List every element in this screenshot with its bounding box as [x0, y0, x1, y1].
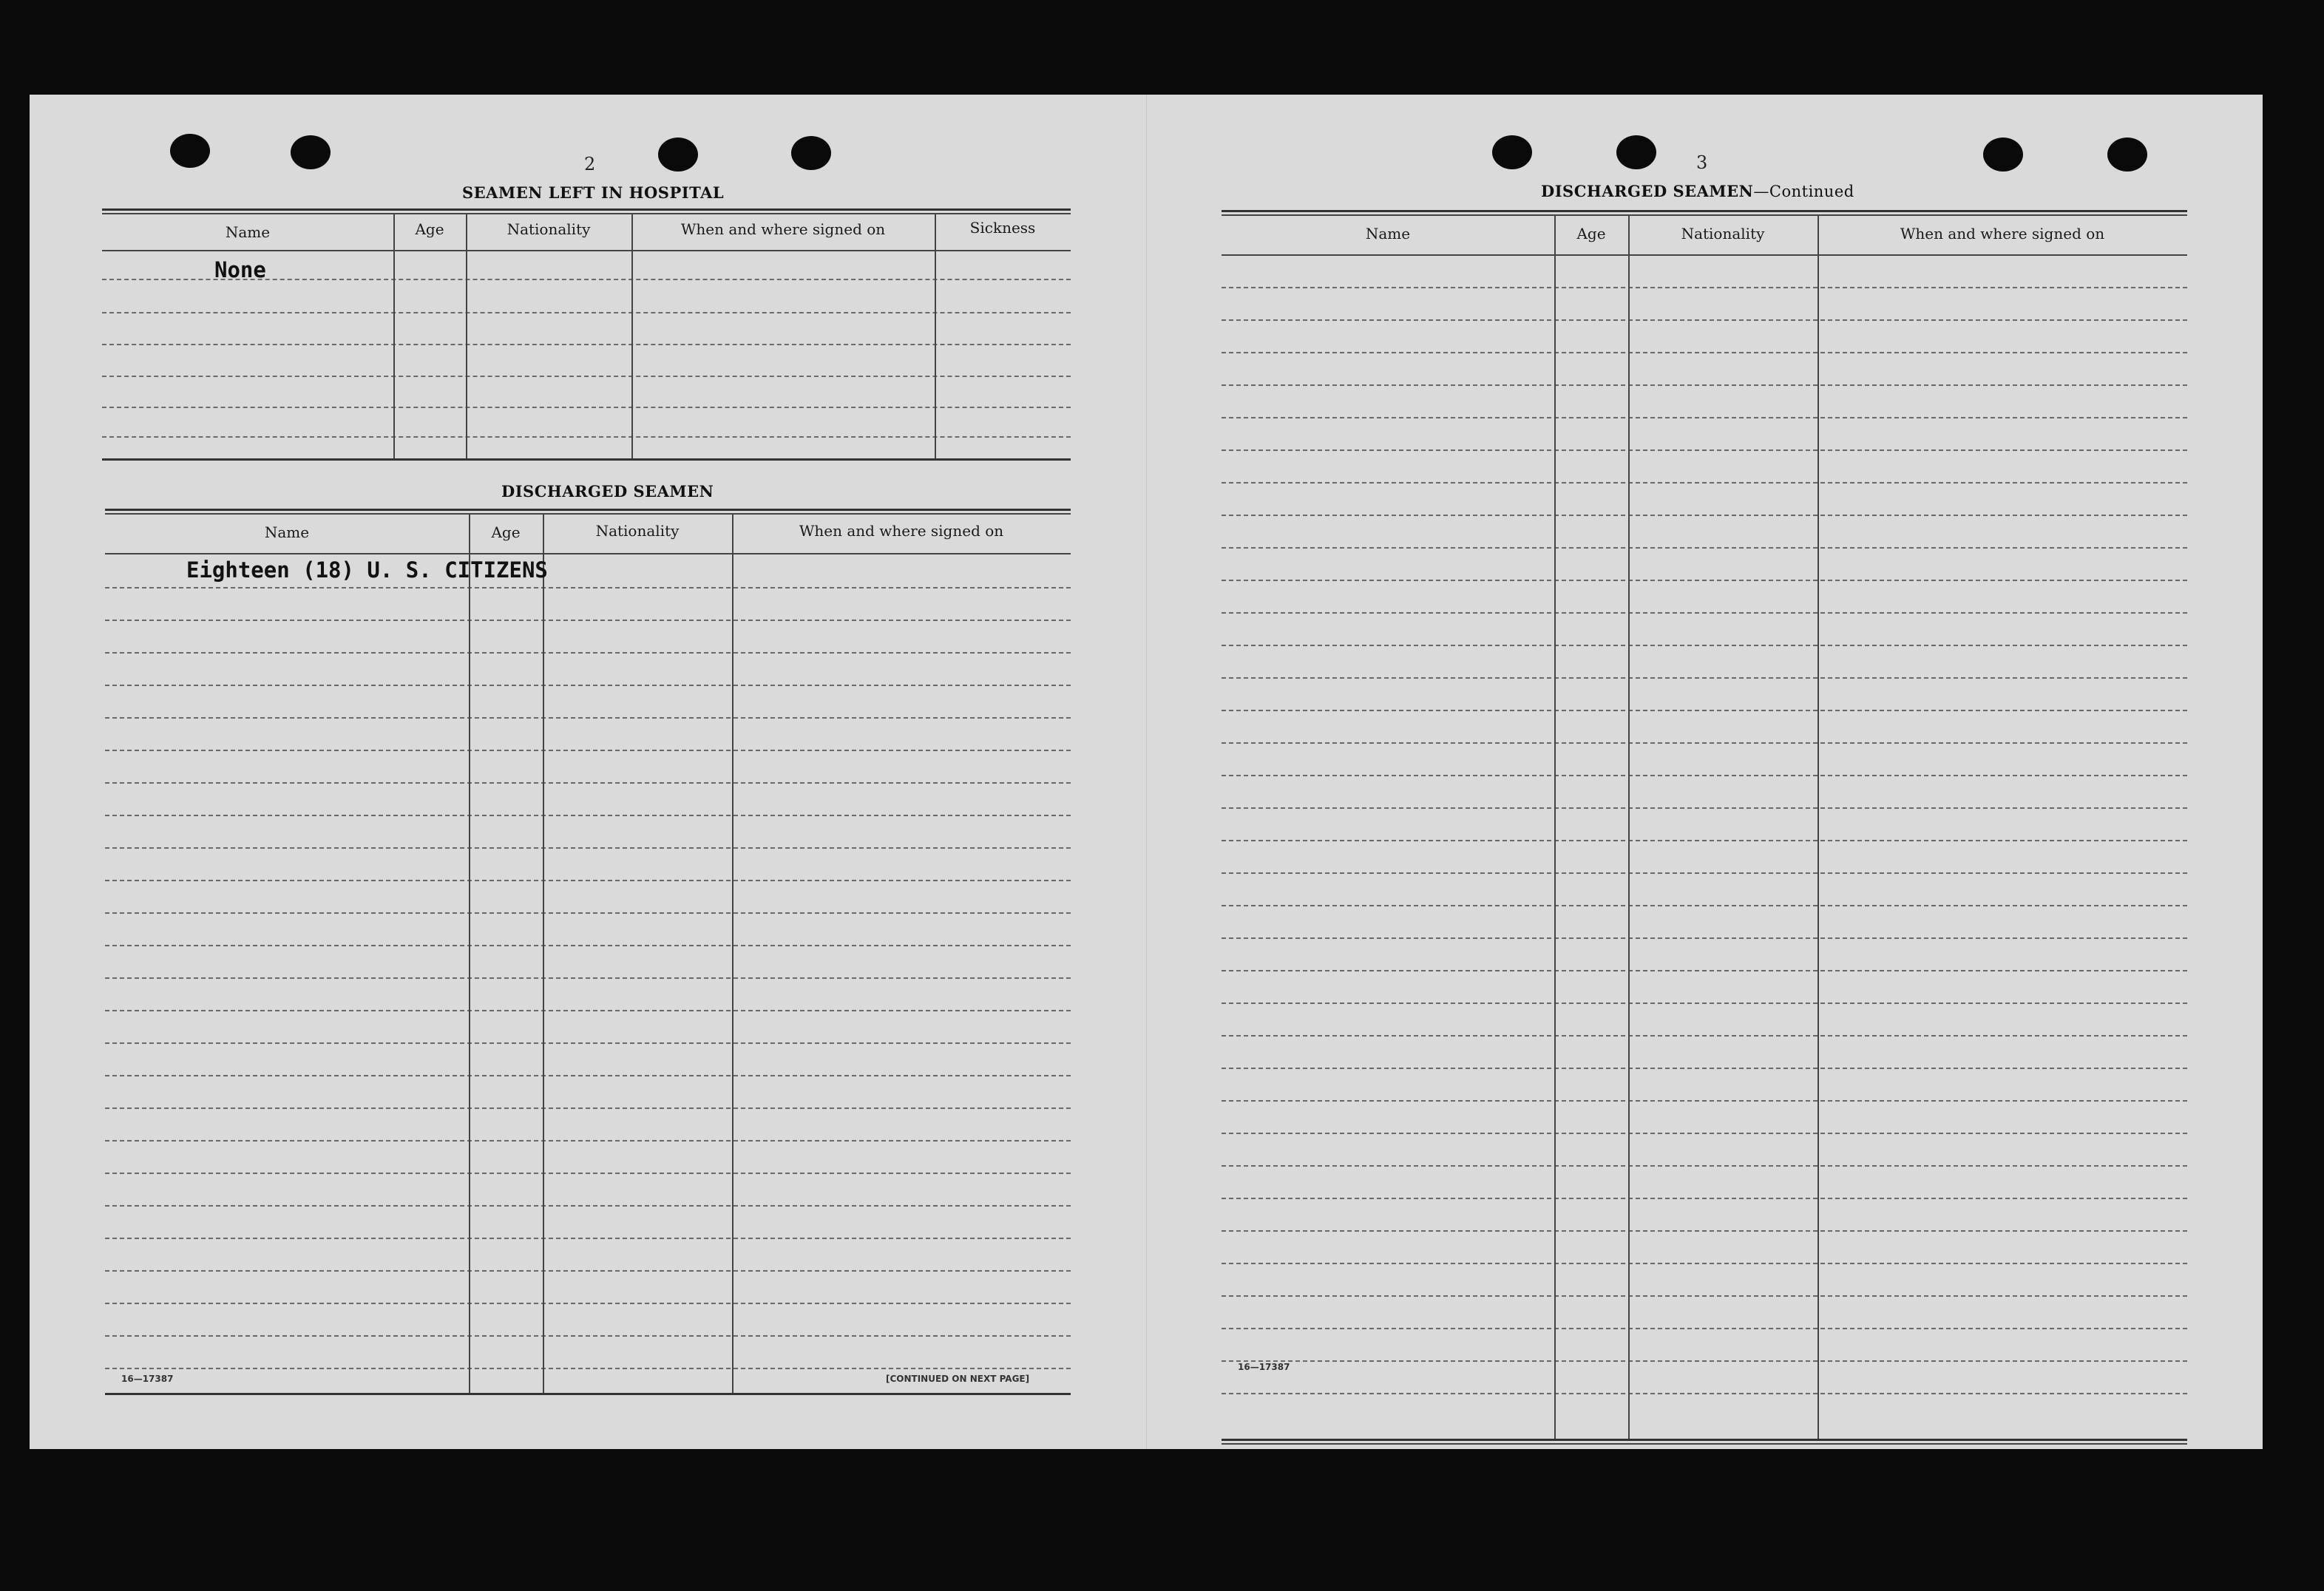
continued-note: [CONTINUED ON NEXT PAGE] [886, 1374, 1030, 1384]
col-header-name: Name [264, 523, 310, 541]
col-header-nationality: Nationality [507, 220, 591, 238]
page-number-right: 3 [1696, 152, 1708, 173]
col-header-name: Name [225, 223, 271, 241]
col-header-age: Age [491, 523, 521, 541]
punch-hole [1983, 138, 2023, 172]
document-sheet [30, 95, 2263, 1449]
punch-hole [1616, 135, 1656, 169]
col-header-nationality: Nationality [595, 522, 680, 540]
col-header-signed-on: When and where signed on [799, 522, 1004, 540]
discharged-entry: Eighteen (18) U. S. CITIZENS [186, 557, 548, 583]
col-header-age: Age [1576, 225, 1606, 242]
col-header-signed-on: When and where signed on [680, 220, 886, 238]
hospital-entry: None [214, 257, 266, 282]
discharged-continued-table [1222, 210, 2187, 1452]
page-number-left: 2 [584, 154, 596, 174]
hospital-table [102, 208, 1071, 463]
title-main: DISCHARGED SEAMEN [1541, 182, 1754, 200]
discharged-section-title: DISCHARGED SEAMEN [501, 482, 714, 501]
title-continued: —Continued [1753, 183, 1854, 200]
col-header-signed-on: When and where signed on [1900, 225, 2105, 242]
punch-hole [291, 135, 331, 169]
punch-hole [791, 136, 831, 170]
form-number-right: 16—17387 [1238, 1362, 1290, 1372]
discharged-continued-title [1541, 182, 1854, 200]
col-header-sickness: Sickness [969, 219, 1036, 237]
discharged-table [105, 509, 1071, 1464]
page-fold [1146, 95, 1147, 1449]
col-header-age: Age [415, 220, 444, 238]
form-number-left: 16—17387 [121, 1374, 174, 1384]
punch-hole [1492, 135, 1532, 169]
col-header-name: Name [1365, 225, 1411, 242]
punch-hole [658, 138, 698, 172]
col-header-nationality: Nationality [1681, 225, 1765, 242]
hospital-section-title: SEAMEN LEFT IN HOSPITAL [462, 183, 725, 202]
punch-hole [170, 134, 210, 168]
punch-hole [2107, 138, 2147, 172]
